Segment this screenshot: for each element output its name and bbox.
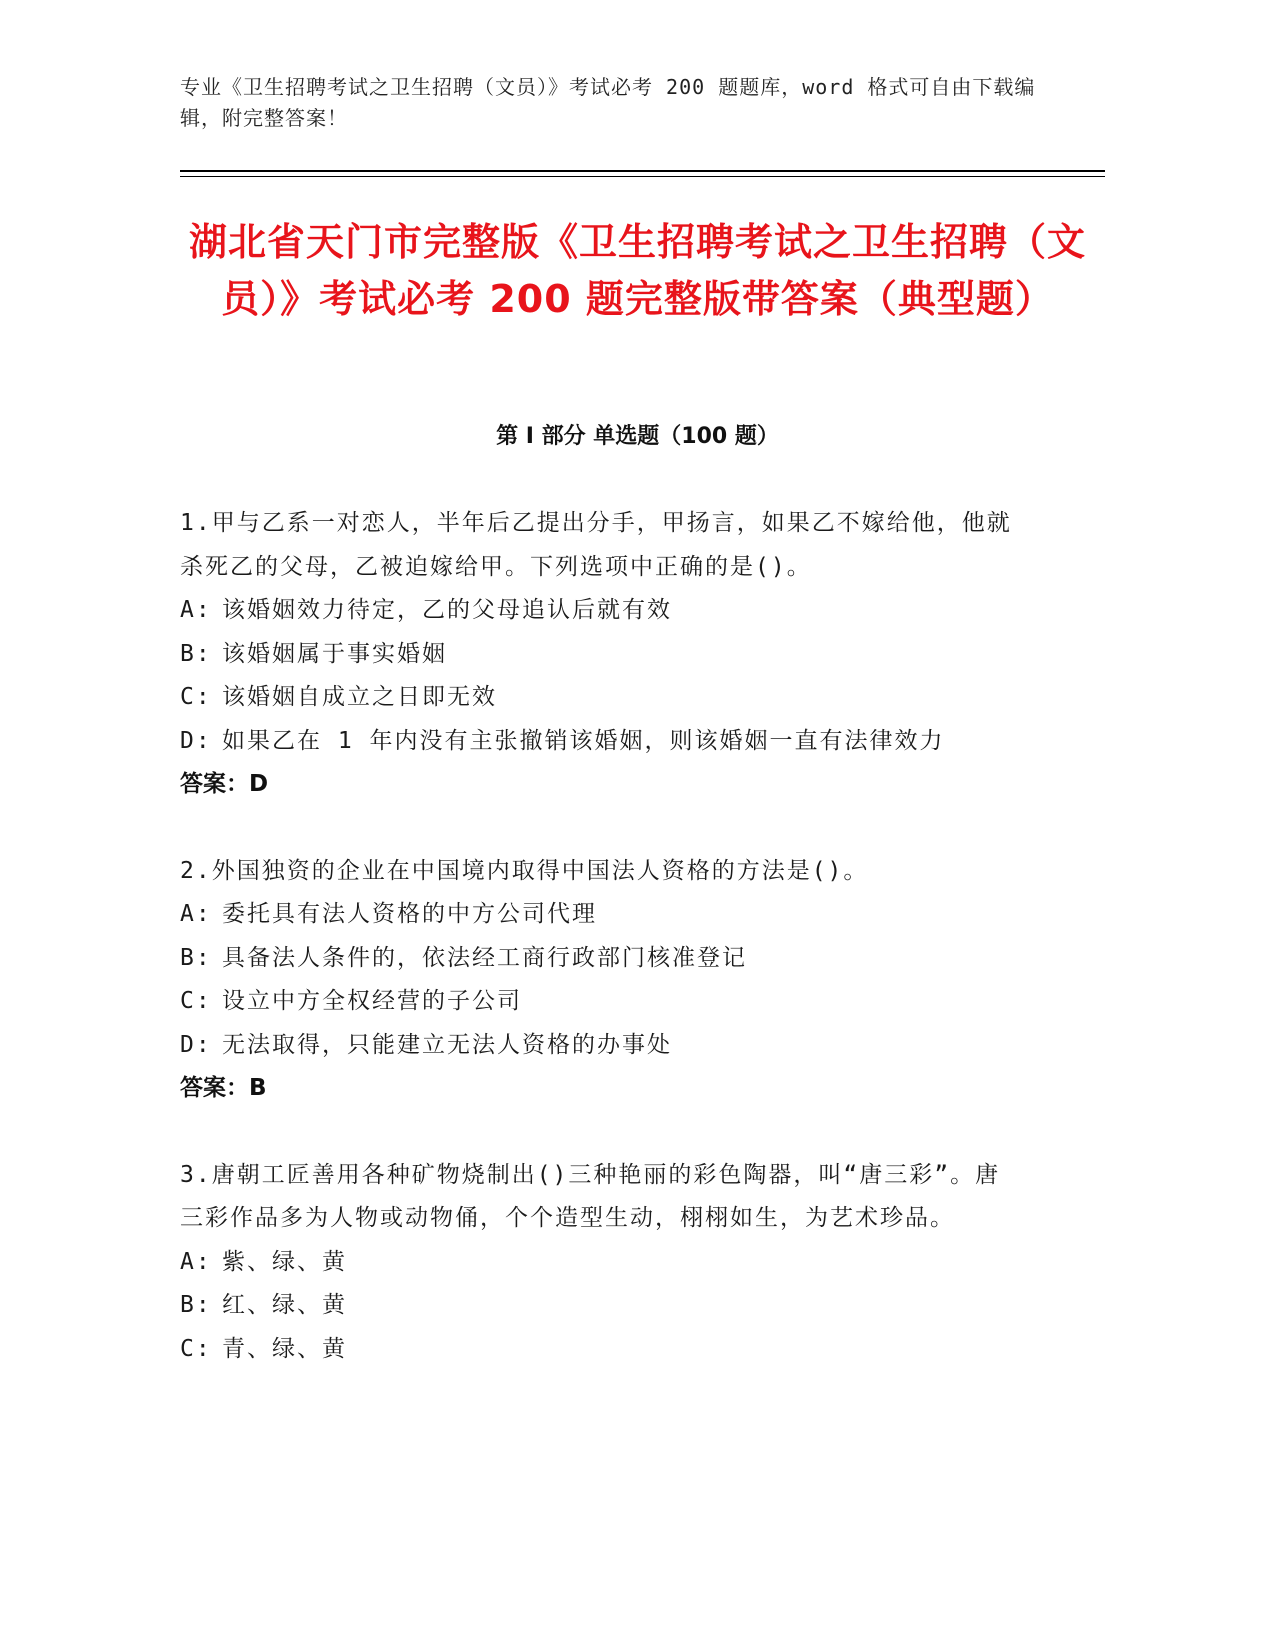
header-divider-thick [180, 170, 1105, 172]
option-key: A: [180, 1248, 212, 1275]
option-key: A: [180, 901, 212, 927]
question-text: 3.唐朝工匠善用各种矿物烧制出()三种艳丽的彩色陶器，叫“唐三彩”。唐三彩作品多为人物或动物俑，个个造型生动，栩栩如生，为艺术珍品。 [180, 1161, 1001, 1231]
question-text: 1.甲与乙系一对恋人，半年后乙提出分手，甲扬言，如果乙不嫁给他，他就杀死乙的父母，乙被迫嫁给甲。下列选项中正确的是()。 [180, 510, 1012, 580]
option-text: 红、绿、黄 [222, 1292, 347, 1318]
option-c [180, 1328, 1020, 1372]
section-heading: 第 I 部分 单选题（100 题） [496, 424, 779, 449]
option-a [180, 589, 1020, 633]
option-text: 委托具有法人资格的中方公司代理 [222, 901, 597, 927]
question-item [180, 1154, 1020, 1372]
answer-line: 答案：D [180, 771, 269, 797]
option-text: 该婚姻自成立之日即无效 [222, 684, 497, 710]
option-text: 设立中方全权经营的子公司 [222, 988, 522, 1014]
option-b [180, 937, 1020, 981]
option-b [180, 1284, 1020, 1328]
option-key: D: [180, 1031, 212, 1058]
question-list [180, 502, 1020, 1414]
option-a [180, 893, 1020, 937]
header-note: 专业《卫生招聘考试之卫生招聘（文员）》考试必考 200 题题库，word 格式可自由下载编辑，附完整答案！ [180, 75, 1036, 130]
option-text: 青、绿、黄 [222, 1335, 347, 1362]
header-divider-thin [180, 176, 1105, 177]
answer-line: 答案：B [180, 1075, 267, 1101]
option-key: B: [180, 640, 212, 667]
option-key: A: [180, 597, 212, 623]
option-text: 该婚姻属于事实婚姻 [222, 640, 447, 667]
option-key: B: [180, 1292, 212, 1318]
option-a [180, 1241, 1020, 1285]
option-text: 该婚姻效力待定，乙的父母追认后就有效 [222, 597, 672, 623]
option-key: C: [180, 684, 212, 710]
option-c [180, 676, 1020, 720]
option-d [180, 720, 1020, 764]
option-key: B: [180, 944, 212, 971]
option-b [180, 633, 1020, 677]
option-key: C: [180, 1335, 212, 1362]
option-d [180, 1024, 1020, 1068]
option-text: 如果乙在 1 年内没有主张撤销该婚姻，则该婚姻一直有法律效力 [222, 727, 945, 754]
question-item [180, 850, 1020, 1111]
option-c [180, 980, 1020, 1024]
option-text: 紫、绿、黄 [222, 1248, 347, 1275]
question-item [180, 502, 1020, 807]
document-title: 湖北省天门市完整版《卫生招聘考试之卫生招聘（文员）》考试必考 200 题完整版带答案（典型题） [188, 220, 1086, 321]
option-key: D: [180, 727, 212, 754]
option-text: 具备法人条件的，依法经工商行政部门核准登记 [222, 944, 747, 971]
question-text: 2.外国独资的企业在中国境内取得中国法人资格的方法是()。 [180, 857, 869, 884]
option-text: 无法取得，只能建立无法人资格的办事处 [222, 1031, 672, 1058]
option-key: C: [180, 988, 212, 1014]
